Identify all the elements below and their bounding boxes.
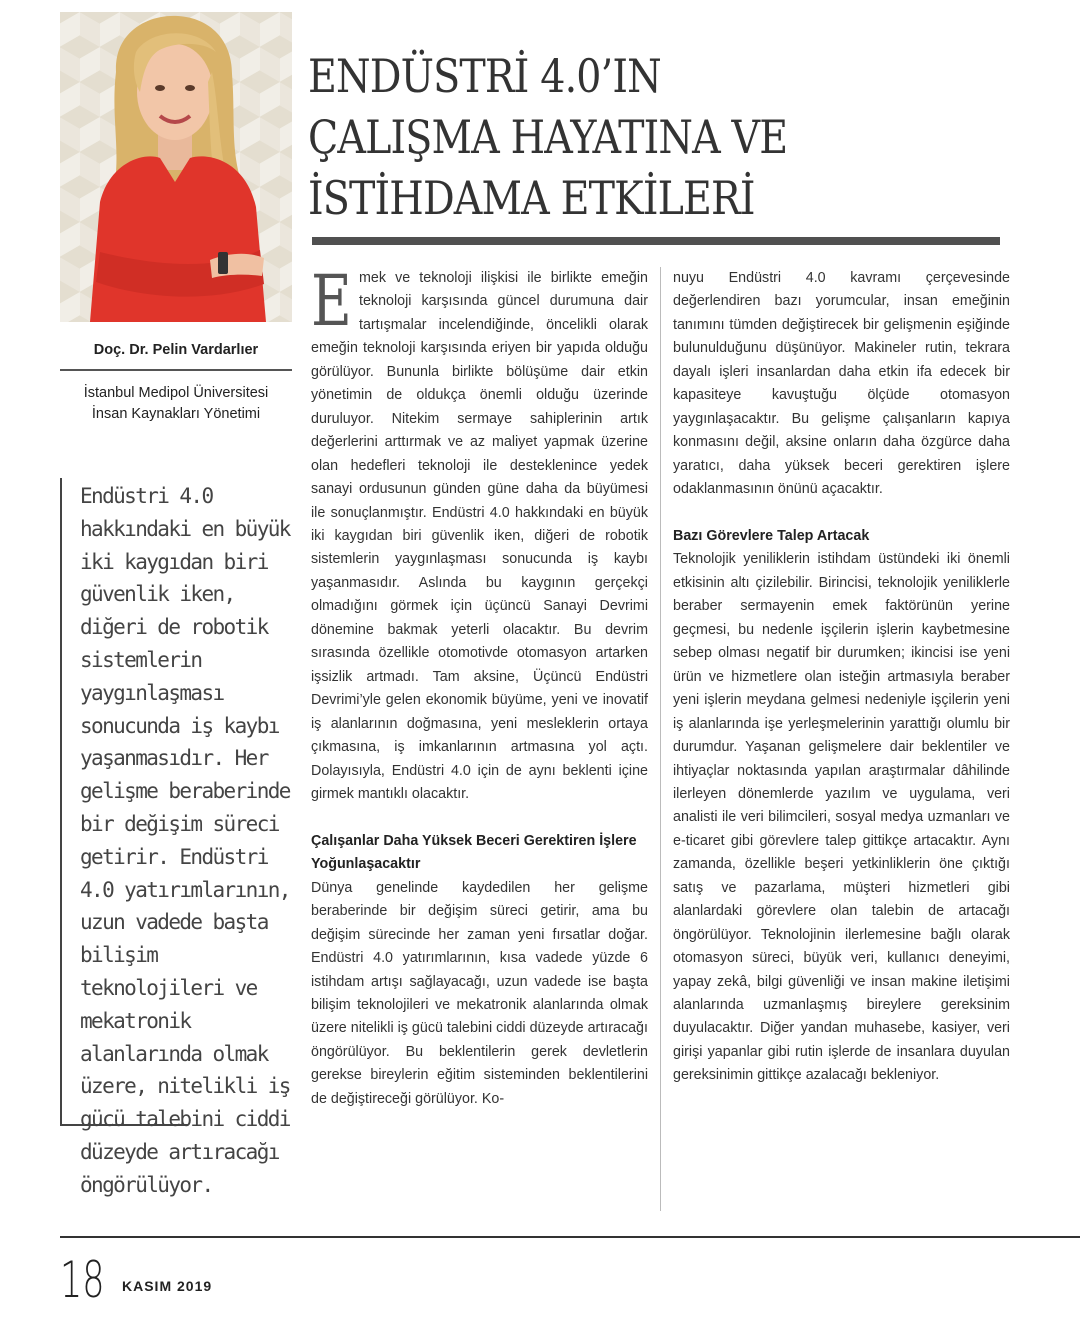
title-line-3: İSTİHDAMA ETKİLERİ	[308, 171, 755, 225]
author-institution	[60, 383, 292, 425]
article-column-1	[311, 260, 648, 1111]
article-title	[308, 46, 910, 229]
pull-quote: Endüstri 4.0 hakkındaki en büyük iki kaygıdan biri güvenlik iken, diğeri de robotik sistemlerin yaygınlaşması sonucunda iş kaybı yaşanmasıdır. Her gelişme beraberinde bir değişim süreci getirir. Endüstri 4.0 yatırımlarının, uzun vadede başta bilişim teknolojileri ve mekatronik alanlarında olmak üzere, nitelikli iş gücü talebini ciddi düzeyde artıracağı öngörülüyor.	[60, 478, 292, 1126]
drop-cap: E	[311, 260, 352, 342]
institution-line-2: İnsan Kaynakları Yönetimi	[91, 406, 261, 422]
footer-rule	[60, 1236, 1080, 1238]
subheading-1: Çalışanlar Daha Yüksek Beceri Gerektiren İşlere Yoğunlaşacaktır	[311, 832, 637, 873]
paragraph-2-continued: nuyu Endüstri 4.0 kavramı çerçevesinde değerlendiren bazı yorumcular, insan emeğinin tanımını tümden değiştirecek bir gelişmenin eşiğinde bulunulduğunu düşünüyor. Makineler rutin, tekrara dayalı işleri insanlardan daha etkin ifa edecek bir kapasiteye kavuştuğu ölçüde otomasyon yaygınlaşacaktır. Bu gelişme çalışanların kapıya konmasını değil, aksine onların daha özgürce daha yaratıcı, daha yüksek beceri gerektiren işlere odaklanmasının önünü açacaktır.	[673, 270, 1010, 498]
issue-date: KASIM 2019	[122, 1278, 213, 1294]
author-divider	[60, 369, 292, 371]
paragraph-intro	[311, 260, 648, 806]
title-rule	[312, 237, 1000, 245]
title-line-2: ÇALIŞMA HAYATINA VE	[308, 110, 788, 164]
author-name: Doç. Dr. Pelin Vardarlıer	[93, 342, 259, 358]
title-line-1: ENDÜSTRİ 4.0’IN	[308, 49, 661, 103]
column-divider	[660, 267, 661, 1211]
author-portrait-illustration	[60, 12, 292, 322]
institution-line-1: İstanbul Medipol Üniversitesi	[83, 385, 269, 401]
page-number: 18	[60, 1251, 105, 1309]
paragraph-2: Dünya genelinde kaydedilen her gelişme beraberinde bir değişim süreci getirir, ama bu değişim sürecinde her zaman yeni fırsatlar doğar. Endüstri 4.0 yatırımlarının, kısa vadede yüzde 6 istihdam artışı sağlayacağı, uzun vadede ise başta bilişim teknolojileri ve mekatronik alanlarında olmak üzere nitelikli iş gücü talebini ciddi düzeyde artıracağı öngörülüyor. Bu beklentilerin gerek devletlerin gerekse bireylerin eğitim sisteminden beklentilerini de değiştireceği görülüyor. Ko-	[311, 879, 648, 1107]
pull-quote-end-rule	[60, 1124, 188, 1126]
article-column-2	[673, 267, 1010, 1088]
author-photo	[60, 12, 292, 322]
paragraph-3: Teknolojik yeniliklerin istihdam üstündeki iki önemli etkisinin altı çizilebilir. Birincisi, teknolojik yeniliklerle beraber sermayenin emek faktörünün yerine geçmesi, bu nedenle işçilerin işlerin kaybetmesine sebep olması negatif bir durumken; ikincisi ise yeni ürün ve hizmetlere olan isteğin artmasıyla beraber yeni işlerin meydana gelmesi nedeniyle işçilerin yeni iş alanlarında işe yerleşmelerinin yarattığı olumlu bir durumdur. Yaşanan gelişmelere dair beklentiler ve ihtiyaçlar noktasında yapılan araştırmalar dâhilinde ilerleyen dönemlerde yazılım ve uygulama, veri analisti ile veri bilimcileri, sosyal medya uzmanları ve e-ticaret gibi görevlere talep gittikçe artacaktır. Aynı zamanda, özellikle beşeri yetkinliklerin öne çıktığı satış ve pazarlama, müşteri hizmetleri gibi alanlardaki görevlere olan talebin de artacağı öngörülüyor. Teknolojinin ilerlemesine bağlı olarak otomasyon süreci, büyük veri, kullanıcı deneyimi, yapay zekâ, bilgi güvenliği ve insan makine iletişimi alanlarında uzmanlaşmış bireylere gereksinim duyulacaktır. Diğer yandan muhasebe, kasiyer, veri girişi yapanlar gibi rutin işlerde de insanlara duyulan gereksinimin gittikçe azalacağı bekleniyor.	[673, 551, 1010, 1084]
subheading-2: Bazı Görevlere Talep Artacak	[673, 527, 870, 544]
paragraph-intro-text: mek ve teknoloji ilişkisi ile birlikte emeğin teknoloji karşısında güncel durumuna dair tartışmalar incelendiğinde, öncelikli olarak emeğin teknoloji karşısında eriyen bir yapıda olduğu görülüyor. Bununla birlikte bölüşüme dair etkin yönetimin de oldukça önemli olduğu üzerinde duruluyor. Nitekim sermaye sahiplerinin artık değerlerini arttırmak ve az maliyet yapmak üzerine olan hedefleri teknoloji ile desteklenince yedek sanayi ordusunun günden güne daha da büyümesi ile sonuçlanmıştır. Endüstri 4.0 hakkındaki en büyük iki kaygıdan biri güvenlik iken, diğeri de robotik sistemlerin yaygınlaşması sonucunda iş kaybı yaşanmasıdır. Aslında bu kaygının gerçekçi olmadığını görmek için üçüncü Sanayi Devrimi dönemine bakmak yeterli olacaktır. Bu devrim sırasında özellikle otomotivde otomasyon artarken işsizlik artmadı. Tam aksine, Üçüncü Endüstri Devrimi’yle gelen ekonomik büyüme, yeni ve inovatif iş alanlarının doğmasına, yeni mesleklerin ortaya çıkmasına, iş imkanlarının artmasına yol açtı. Dolayısıyla, Endüstri 4.0 için de aynı beklenti içine girmek mantıklı olacaktır.	[311, 270, 648, 802]
